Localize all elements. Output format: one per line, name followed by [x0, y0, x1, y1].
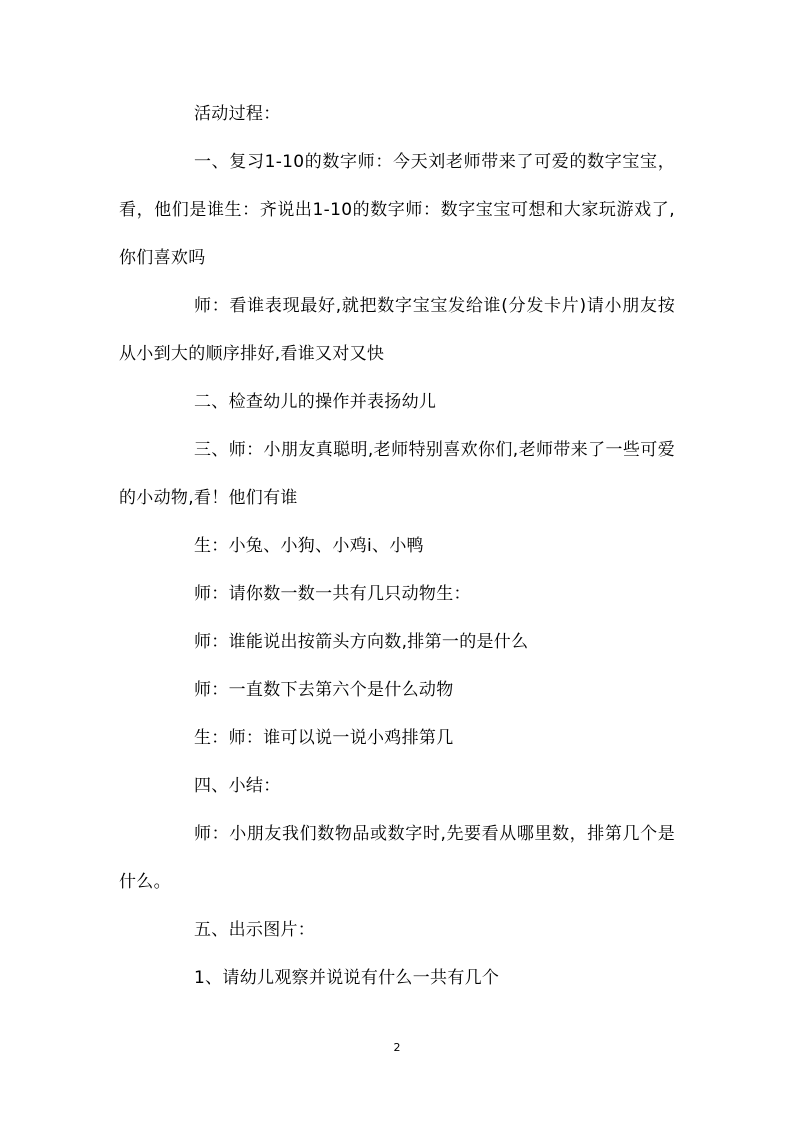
page-number: 2: [393, 1041, 401, 1054]
paragraph-activity-process-heading: 活动过程：: [194, 104, 281, 124]
paragraph-review-numbers: 一、复习1-10的数字师：今天刘老师带来了可爱的数字宝宝，看，他们是谁生：齐说出1-10的数字师：数字宝宝可想和大家玩游戏了,你们喜欢吗: [119, 152, 675, 268]
paragraph-student-animals: 生：小兔、小狗、小鸡i、小鸭: [194, 536, 424, 556]
paragraph-show-pictures: 五、出示图片：: [194, 920, 316, 940]
paragraph-arrow-first: 师：谁能说出按箭头方向数,排第一的是什么: [194, 632, 529, 652]
paragraph-animals-intro: 三、师：小朋友真聪明,老师特别喜欢你们,老师带来了一些可爱的小动物,看！他们有谁: [119, 440, 675, 508]
paragraph-teacher-cards: 师：看谁表现最好,就把数字宝宝发给谁(分发卡片)请小朋友按从小到大的顺序排好,看谁又对又快: [119, 296, 675, 364]
paragraph-chick-position: 生：师：谁可以说一说小鸡排第几: [194, 728, 454, 748]
paragraph-summary-text: 师：小朋友我们数物品或数字时,先要看从哪里数，排第几个是什么。: [119, 824, 675, 892]
paragraph-sixth-animal: 师：一直数下去第六个是什么动物: [194, 680, 454, 700]
paragraph-observe-count: 1、请幼儿观察并说说有什么一共有几个: [194, 968, 500, 988]
paragraph-summary-heading: 四、小结：: [194, 776, 281, 796]
paragraph-count-animals: 师：请你数一数一共有几只动物生：: [194, 584, 471, 604]
document-body: [119, 90, 675, 1002]
paragraph-check-operation: 二、检查幼儿的操作并表扬幼儿: [194, 392, 437, 412]
